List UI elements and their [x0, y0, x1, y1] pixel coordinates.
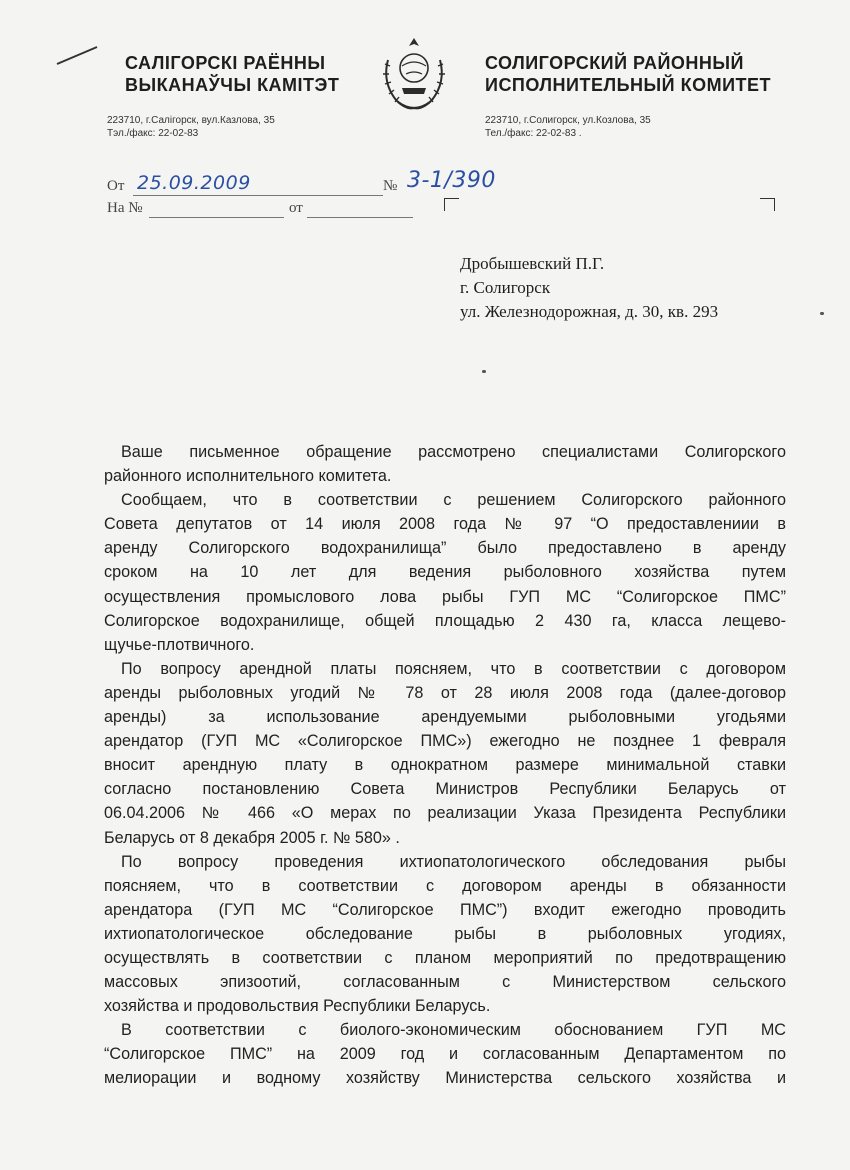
letterhead-left: [107, 52, 365, 140]
body-line: массовых эпизоотий, согласованным с Министерством сельского: [104, 973, 786, 992]
body-line: арендатора (ГУП МС “Солигорское ПМС”) входит ежегодно проводить: [104, 900, 786, 919]
body-line: По вопросу арендной платы поясняем, что в соответствии с договором: [121, 659, 786, 678]
body-line: щучье-плотвичного.: [104, 635, 255, 654]
body-line: мелиорации и водному хозяйству Министерства сельского хозяйства и: [104, 1069, 786, 1088]
reference-from-label: от: [289, 200, 303, 216]
pen-stroke-mark: [55, 44, 100, 66]
body-line: аренды) за использование арендуемыми рыболовными угодьями: [104, 708, 786, 727]
org-name-be-line1: САЛІГОРСКІ РАЁННЫ: [125, 53, 326, 73]
body-line: осуществления промыслового лова рыбы ГУП МС “Солигорское ПМС”: [104, 587, 786, 606]
body-line: Ваше письменное обращение рассмотрено специалистами Солигорского: [121, 443, 786, 461]
bleed-through-text: [100, 92, 104, 109]
org-name-be-line2: ВЫКАНАЎЧЫ КАМІТЭТ: [125, 75, 340, 95]
body-line: поясняем, что в соответствии с договором аренды в обязанности: [104, 876, 786, 895]
phone-be: Тэл./факс: 22-02-83: [107, 128, 199, 139]
coat-of-arms-icon: [368, 30, 460, 122]
org-name-ru-line1: СОЛИГОРСКИЙ РАЙОННЫЙ: [485, 53, 744, 73]
body-line: вносит арендную плату в однократном размере минимальной ставки: [104, 756, 786, 775]
body-line: В соответствии с биолого-экономическим обоснованием ГУП МС: [121, 1021, 786, 1040]
addressee-street: ул. Железнодорожная, д. 30, кв. 293: [460, 302, 719, 321]
reference-label: На №: [107, 200, 143, 216]
address-bracket-left: [444, 198, 459, 211]
letterhead-right: [485, 52, 805, 140]
address-ru: 223710, г.Солигорск, ул.Козлова, 35: [485, 115, 651, 126]
org-name-ru-line2: ИСПОЛНИТЕЛЬНЫЙ КОМИТЕТ: [485, 75, 772, 95]
body-line: аренды рыболовных угодий № 78 от 28 июля 2008 года (далее-договор: [104, 683, 786, 702]
letter-body: [104, 440, 786, 1091]
phone-ru: Тел./факс: 22-02-83 .: [485, 128, 582, 139]
body-line: Совета депутатов от 14 июля 2008 года № 97 “О предоставлениии в: [104, 515, 786, 534]
from-label: От: [107, 178, 125, 194]
body-line: По вопросу проведения ихтиопатологического обследования рыбы: [121, 852, 786, 871]
ink-speck: [820, 312, 824, 315]
addressee-block: [460, 252, 718, 324]
body-line: районного исполнительного комитета.: [104, 467, 392, 486]
address-be: 223710, г.Салігорск, вул.Казлова, 35: [107, 115, 275, 126]
outgoing-number: 3-1/390: [407, 168, 496, 193]
body-line: арендатор (ГУП МС «Солигорское ПМС») ежегодно не позднее 1 февраля: [104, 732, 786, 751]
addressee-city: г. Солигорск: [460, 278, 551, 297]
body-line: Сообщаем, что в соответствии с решением Солигорского районного: [121, 491, 786, 510]
outgoing-date: 25.09.2009: [137, 172, 251, 194]
addressee-name: Дробышевский П.Г.: [460, 254, 605, 273]
number-label: №: [383, 178, 398, 194]
body-line: ихтиопатологическое обследование рыбы в рыболовных угодиях,: [104, 924, 786, 943]
body-line: согласно постановлению Совета Министров Республики Беларусь от: [104, 780, 786, 799]
body-line: хозяйства и продовольствия Республики Беларусь.: [104, 997, 491, 1016]
body-line: 06.04.2006 № 466 «О мерах по реализации Указа Президента Республики: [104, 804, 786, 823]
address-bracket-right: [760, 198, 775, 211]
ink-speck: [482, 370, 486, 373]
body-line: сроком на 10 лет для ведения рыболовного хозяйства путем: [104, 563, 786, 582]
body-line: Солигорское водохранилище, общей площадью 2 430 га, класса лещево-: [104, 611, 786, 630]
body-line: Беларусь от 8 декабря 2005 г. № 580» .: [104, 828, 400, 847]
body-line: “Солигорское ПМС” на 2009 год и согласованным Департаментом по: [104, 1045, 786, 1064]
body-line: аренду Солигорского водохранилища” было предоставлено в аренду: [104, 539, 786, 558]
body-line: осуществлять в соответствии с планом мероприятий по предотвращению: [104, 948, 786, 967]
